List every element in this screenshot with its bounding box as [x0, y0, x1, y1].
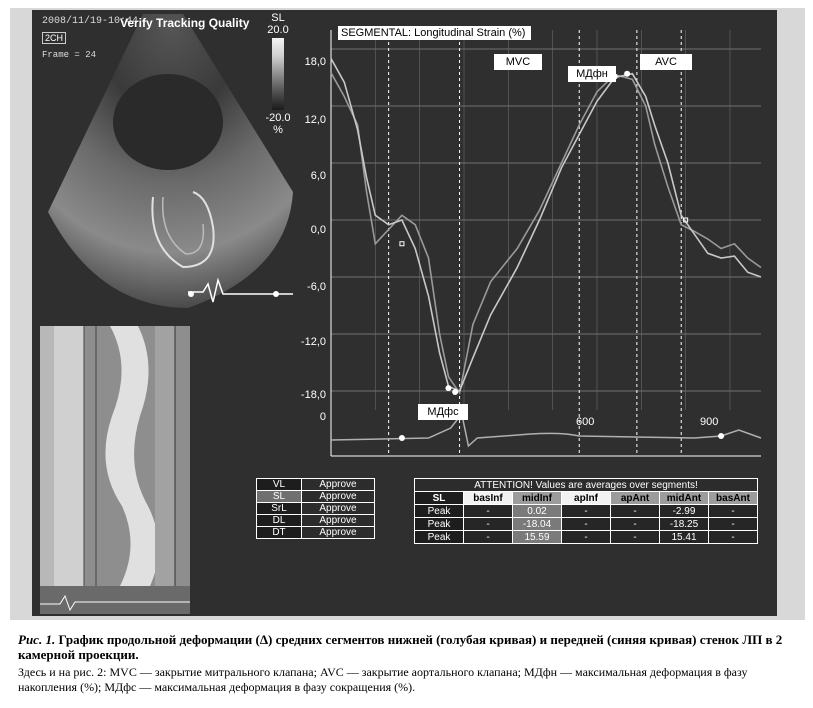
table-row [415, 531, 758, 544]
column-header: midAnt [660, 492, 709, 505]
sl-color-bar [272, 38, 284, 110]
figure-caption [18, 632, 808, 695]
peak-marker [624, 71, 630, 77]
approve-button[interactable]: Approve [302, 479, 375, 491]
frame-counter: Frame = 24 [42, 50, 97, 60]
table-cell: -2.99 [660, 505, 709, 518]
attention-banner: ATTENTION! Values are averages over segments! [415, 479, 758, 492]
caption-figure-number: Рис. 1. [18, 632, 56, 647]
column-header: apAnt [611, 492, 660, 505]
table-cell: 15.59 [513, 531, 562, 544]
ecg-marker [399, 435, 405, 441]
parameter-status-table [256, 478, 375, 539]
approve-button[interactable]: Approve [302, 491, 375, 503]
ecg-marker [718, 433, 724, 439]
sl-legend-min: -20.0 [265, 112, 291, 124]
table-cell: - [709, 518, 758, 531]
y-tick-label: -12,0 [300, 336, 326, 348]
avc-label: AVC [640, 54, 692, 70]
y-tick-label: 6,0 [310, 170, 326, 182]
table-cell: - [464, 505, 513, 518]
status-row [257, 527, 375, 539]
y-tick-label: -6,0 [307, 281, 326, 293]
status-row [257, 491, 375, 503]
status-param[interactable]: DL [257, 515, 302, 527]
table-cell: 0.02 [513, 505, 562, 518]
table-cell: -18.25 [660, 518, 709, 531]
caption-title [18, 632, 808, 662]
chart-title: SEGMENTAL: Longitudinal Strain (%) [338, 26, 531, 40]
caption-note: Здесь и на рис. 2: MVC — закрытие митрального клапана; AVC — закрытие аортального клапана; МДфн — максимальная деформация в фазу накопления (%); МДфс — максимальная деформация в фазу сокращения (%). [18, 665, 748, 694]
ecg-zero-label: 0 [319, 411, 326, 423]
peak-marker [452, 389, 458, 395]
chart-background [295, 20, 773, 460]
sl-legend-max: 20.0 [267, 24, 289, 36]
m-mode-panel [40, 326, 190, 614]
status-row [257, 515, 375, 527]
approve-button[interactable]: Approve [302, 503, 375, 515]
status-param[interactable]: SrL [257, 503, 302, 515]
table-cell: - [611, 505, 660, 518]
table-cell: - [464, 518, 513, 531]
table-cell: - [562, 505, 611, 518]
view-badge: 2CH [42, 32, 66, 44]
sl-legend-unit: % [273, 124, 283, 136]
table-cell: - [611, 531, 660, 544]
md-fn-label: МДфн [568, 66, 616, 82]
table-cell: 15.41 [660, 531, 709, 544]
peak-marker [445, 385, 451, 391]
status-param[interactable]: VL [257, 479, 302, 491]
m-mode-image [40, 326, 190, 614]
column-header: SL [415, 492, 464, 505]
md-fs-label: МДфс [418, 404, 468, 420]
table-cell: -18.04 [513, 518, 562, 531]
table-cell: - [611, 518, 660, 531]
strain-chart [295, 20, 773, 460]
row-label: Peak [415, 531, 464, 544]
sl-color-legend [258, 12, 298, 136]
peak-values-table [414, 478, 758, 544]
peak-header-row [415, 492, 758, 505]
echo-timestamp: 2008/11/19-10:44 [42, 16, 139, 27]
y-tick-label: 0,0 [310, 224, 326, 236]
caption-title-text: График продольной деформации (Δ) средних сегментов нижней (голубая кривая) и передней (синяя кривая) стенок ЛП в 2 камерной проекции. [18, 632, 783, 662]
x-tick-label: 900 [700, 416, 719, 428]
status-row [257, 503, 375, 515]
row-label: Peak [415, 505, 464, 518]
table-row [415, 518, 758, 531]
status-param[interactable]: SL [257, 491, 302, 503]
column-header: apInf [562, 492, 611, 505]
column-header: midInf [513, 492, 562, 505]
approve-button[interactable]: Approve [302, 515, 375, 527]
table-cell: - [709, 531, 758, 544]
column-header: basInf [464, 492, 513, 505]
table-cell: - [562, 531, 611, 544]
status-row [257, 479, 375, 491]
table-cell: - [562, 518, 611, 531]
status-param[interactable]: DT [257, 527, 302, 539]
table-cell: - [709, 505, 758, 518]
echo-title: Verify Tracking Quality [120, 16, 250, 30]
approve-button[interactable]: Approve [302, 527, 375, 539]
table-cell: - [464, 531, 513, 544]
table-row [415, 505, 758, 518]
y-tick-label: -18,0 [300, 389, 326, 401]
column-header: basAnt [709, 492, 758, 505]
mvc-label: MVC [494, 54, 542, 70]
row-label: Peak [415, 518, 464, 531]
y-tick-label: 18,0 [304, 56, 326, 68]
sl-legend-label: SL [271, 12, 285, 24]
y-tick-label: 12,0 [304, 114, 326, 126]
x-tick-label: 600 [576, 416, 595, 428]
